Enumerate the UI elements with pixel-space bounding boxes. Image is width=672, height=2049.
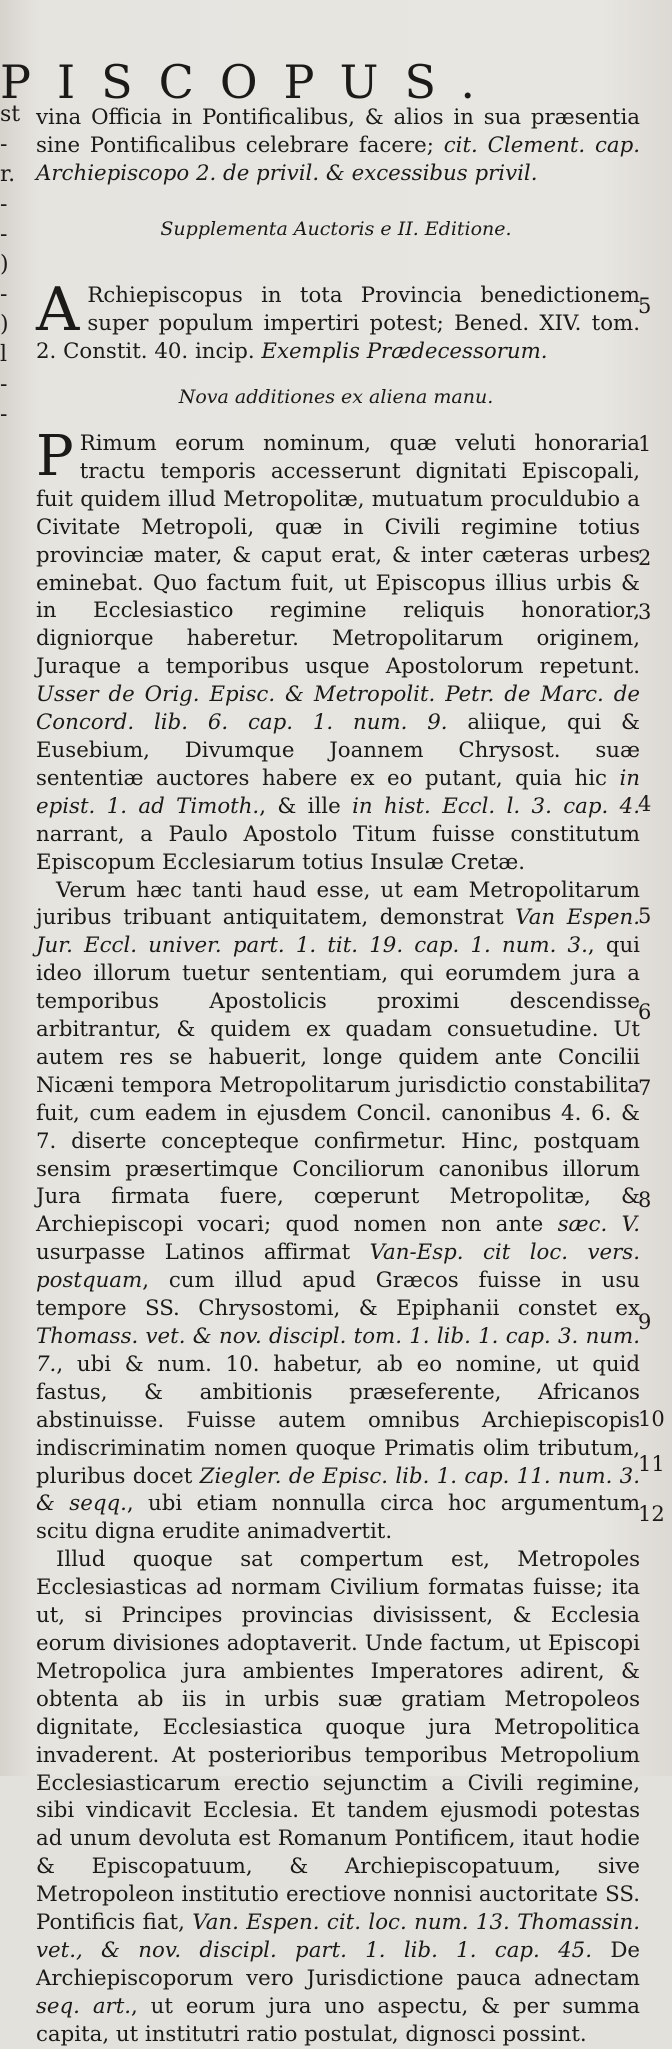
citation: in epist. 1. ad Timoth.	[36, 765, 640, 819]
citation: sæc. V.	[557, 1212, 640, 1238]
citation: Ziegler. de Episc. lib. 1. cap. 11. num. 3. & seqq.	[36, 1463, 640, 1517]
body-text: , qui ideo illorum tuetur sententiam, qui eorumdem jura a temporibus Apostolicis proximi descendisse arbitrantur, & quidem ex quadam consuetudine. Ut autem res se habuerit, longe quidem ante Concilii Nicæni tempora Metropolitarum jurisdictio constabilita fuit, cum eadem in ejusdem Concil. canonibus 4. 6. & 7. diserte concepteque confirmetur. Hinc, postquam sensim præsertimque Conciliorum canonibus illorum Jura firmata fuere, cœperunt Metropolitæ, & Archiepiscopi vocari; quod nomen non ante	[36, 933, 640, 1238]
body-text: aliique, qui & Eusebium, Divumque Joannem Chrysost. suæ sententiæ auctores habere ex eo putant, quia hic	[36, 710, 640, 791]
left-fragment: )	[0, 252, 9, 277]
citation: in hist. Eccl. l. 3. cap. 4.	[352, 793, 640, 819]
left-fragment: -	[0, 222, 8, 247]
margin-number: 7	[638, 1076, 652, 1100]
left-fragment: r.	[0, 162, 16, 187]
citation: Van-Esp. cit loc. vers. postquam	[36, 1240, 640, 1294]
citation: Van. Espen. cit. loc. num. 13. Thomassin. vet., & nov. discipl. part. 1. lib. 1. cap. 45.	[36, 1910, 640, 1963]
margin-number: 1	[638, 432, 652, 456]
body-text: Rimum eorum nominum, quæ veluti honoraria tractu temporis accesserunt dignitati Episcopali, fuit quidem illud Metropolitæ, mutuatum proculdubio a Civitate Metropoli, quæ in Civili regimine totius provinciæ mater, & caput erat, & inter cæteras urbes eminebat. Quo factum fuit, ut Episcopus illius urbis & in Ecclesiastico regimine reliquis honoratior, digniorque haberetur. Metropolitarum originem, Juraque a temporibus usque Apostolorum repetunt.	[36, 431, 640, 680]
body-text: , ubi & num. 10. habetur, ab eo nomine, ut quid fastus, & ambitionis præseferente, Africanos abstinuisse. Fuisse autem omnibus Archiepiscopis indiscriminatim nomen quoque Primatis olim tributum, pluribus docet	[36, 1351, 640, 1489]
additions-heading: Nova additiones ex aliena manu.	[178, 386, 494, 408]
margin-number: 5	[638, 294, 652, 318]
supplement-heading: Supplementa Auctoris e II. Editione.	[160, 218, 512, 240]
citation: Van Espen. Jur. Eccl. univer. part. 1. tit. 19. cap. 1. num. 3.	[36, 905, 640, 959]
margin-number: 6	[638, 1000, 652, 1024]
margin-number: 9	[638, 1310, 652, 1334]
citation: Usser de Orig. Episc. & Metropolit. Petr. de Marc. de Concord. lib. 6. cap. 1. num. 9.	[36, 682, 640, 736]
paragraph-3	[36, 1546, 640, 2048]
margin-number: 4	[638, 792, 652, 816]
margin-number: 12	[638, 1502, 665, 1526]
body-text: , & ille	[259, 793, 341, 819]
left-fragment: -	[0, 132, 8, 157]
supplement-block	[36, 275, 640, 366]
body-text: usurpasse Latinos affirmat	[36, 1240, 351, 1266]
left-fragment: )	[0, 312, 9, 337]
margin-number: 2	[638, 546, 652, 570]
citation: seq. art.	[36, 1993, 132, 2019]
left-fragment: -	[0, 192, 8, 217]
running-head: PISCOPUS.	[0, 55, 501, 109]
supplement-text: Rchiepiscopus in tota Provincia benedictionem super populum impertiri potest; Bened. XIV. tom. 2. Constit. 40. incip.	[36, 283, 640, 364]
body-text: , ubi etiam nonnulla circa hoc argumentum scitu digna erudite animadvertit.	[36, 1491, 641, 1545]
main-body	[36, 424, 641, 2049]
left-fragment: st	[0, 102, 21, 127]
margin-number: 5	[638, 904, 652, 928]
continuation-block	[36, 104, 640, 188]
margin-number: 11	[638, 1452, 665, 1476]
left-fragment: l	[0, 342, 8, 367]
drop-cap: A	[36, 275, 80, 345]
body-text: , cum illud apud Græcos fuisse in usu tempore SS. Chrysostomi, & Epiphanii constet ex	[36, 1268, 640, 1322]
body-text: narrant, a Paulo Apostolo Titum fuisse constitutum Episcopum Ecclesiarum totius Insulæ Cretæ.	[36, 821, 640, 875]
left-margin-fragments	[0, 100, 26, 430]
continuation-text: vina Officia in Pontificalibus, & alios in sua præsentia sine Pontificalibus celebrare facere;	[36, 105, 640, 158]
continuation-citation: cit. Clement. cap. Archiepiscopo 2. de privil. & excessibus privil.	[36, 133, 640, 186]
paragraph-1	[36, 424, 640, 877]
supplement-citation: Exemplis Prædecessorum.	[261, 339, 548, 364]
margin-number: 8	[638, 1188, 652, 1212]
drop-cap: P	[36, 424, 74, 489]
margin-number: 10	[638, 1407, 665, 1431]
body-text: Verum hæc tanti haud esse, ut eam Metropolitarum juribus tribuant antiquitatem, demonstrat	[36, 877, 640, 931]
left-fragment: -	[0, 372, 8, 397]
paragraph-2	[36, 877, 640, 1547]
citation: Thomass. vet. & nov. discipl. tom. 1. lib. 1. cap. 3. num. 7.	[36, 1324, 640, 1377]
body-text: Illud quoque sat compertum est, Metropoles Ecclesiasticas ad normam Civilium formatas fuisse; ita ut, si Principes provincias divisissent, & Ecclesia eorum divisiones adoptaverit. Unde factum, ut Episcopi Metropolica jura ambientes Imperatores adirent, & obtenta ab iis in urbis suæ gratiam Metropoleos dignitate, Ecclesiastica quoque jura Metropolitica invaderent. At posterioribus temporibus Metropolium Ecclesiasticarum erectio sejunctim a Civili regimine, sibi vindicavit Ecclesia. Et tandem ejusmodi potestas ad unum devoluta est Romanum Pontificem, itaut hodie & Episcopatuum, & Archiepiscopatuum, sive Metropoleon institutio erectiove nonnisi auctoritate SS. Pontificis fiat,	[36, 1547, 640, 1936]
margin-number: 3	[638, 600, 652, 624]
body-text: De Archiepiscoporum vero Jurisdictione pauca adnectam	[36, 1937, 640, 1991]
left-fragment: -	[0, 402, 8, 427]
body-text: , ut eorum jura uno aspectu, & per summa capita, ut institutri ratio postulat, dignosci possint.	[36, 1993, 641, 2047]
left-fragment: -	[0, 282, 8, 307]
